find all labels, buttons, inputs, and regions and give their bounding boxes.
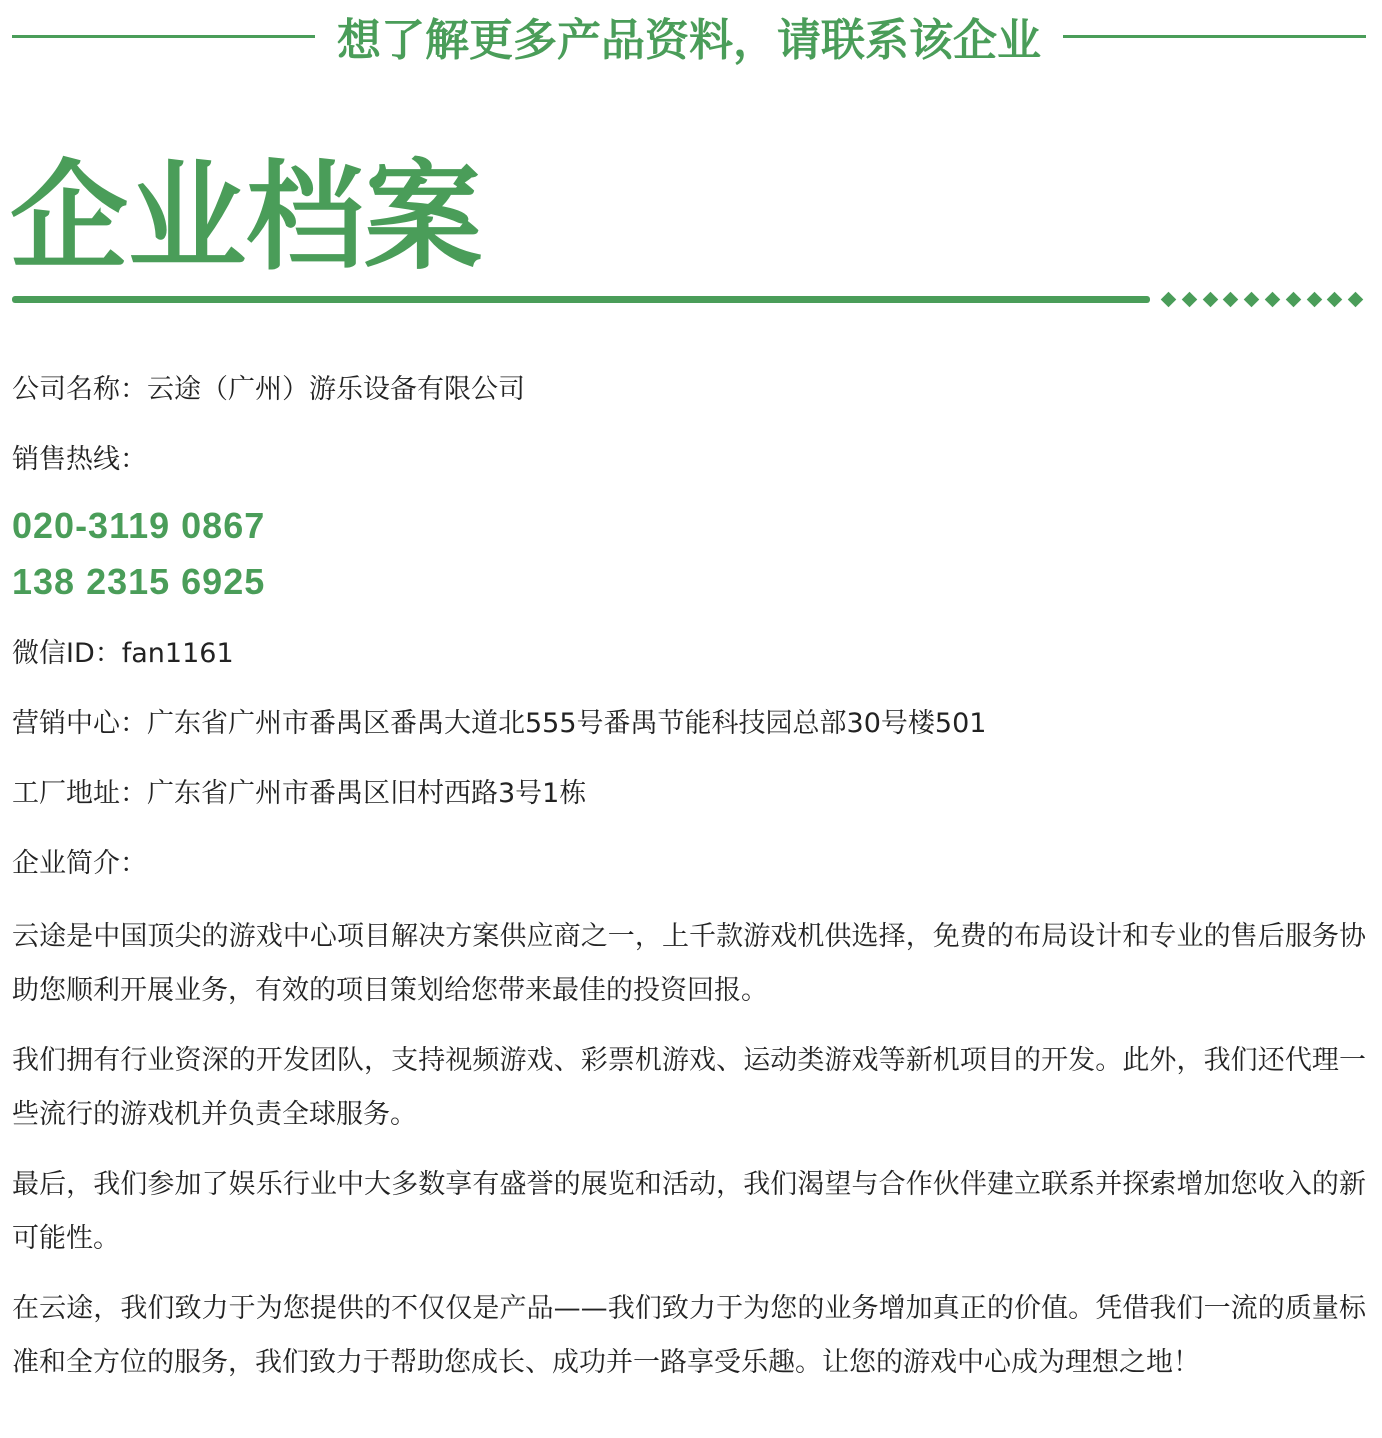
intro-paragraph: 我们拥有行业资深的开发团队，支持视频游戏、彩票机游戏、运动类游戏等新机项目的开发。此外，我们还代理一些流行的游戏机并负责全球服务。 <box>12 1045 1366 1130</box>
title-divider <box>12 288 1366 310</box>
company-name: 公司名称：云途（广州）游乐设备有限公司 <box>12 374 525 405</box>
intro-paragraph: 云途是中国顶尖的游戏中心项目解决方案供应商之一，上千款游戏机供选择，免费的布局设计和专业的售后服务协助您顺利开展业务，有效的项目策划给您带来最佳的投资回报。 <box>12 921 1366 1006</box>
divider-diamonds <box>1158 294 1366 305</box>
diamond-ornament <box>1202 291 1218 307</box>
diamond-ornament <box>1348 291 1364 307</box>
marketing-center-address: 营销中心：广东省广州市番禺区番禺大道北555号番禺节能科技园总部30号楼501 <box>12 708 987 739</box>
company-profile <box>12 366 1366 1406</box>
diamond-ornament <box>1182 291 1198 307</box>
intro-paragraph: 在云途，我们致力于为您提供的不仅仅是产品——我们致力于为您的业务增加真正的价值。凭借我们一流的质量标准和全方位的服务，我们致力于帮助您成长、成功并一路享受乐趣。让您的游戏中心成为理想之地！ <box>12 1293 1366 1378</box>
diamond-ornament <box>1285 291 1301 307</box>
diamond-ornament <box>1327 291 1343 307</box>
banner-right-rule <box>1063 35 1366 38</box>
contact-banner <box>12 6 1366 66</box>
intro-paragraph: 最后，我们参加了娱乐行业中大多数享有盛誉的展览和活动，我们渴望与合作伙伴建立联系并探索增加您收入的新可能性。 <box>12 1169 1366 1254</box>
banner-text: 想了解更多产品资料，请联系该企业 <box>337 15 1041 66</box>
diamond-ornament <box>1244 291 1260 307</box>
hotline-label: 销售热线： <box>12 444 147 475</box>
diamond-ornament <box>1223 291 1239 307</box>
phone-landline[interactable]: 020-3119 0867 <box>12 505 266 546</box>
intro-label: 企业简介： <box>12 848 147 879</box>
diamond-ornament <box>1161 291 1177 307</box>
wechat-id: 微信ID：fan1161 <box>12 638 234 669</box>
divider-bar <box>12 296 1150 303</box>
factory-address: 工厂地址：广东省广州市番禺区旧村西路3号1栋 <box>12 778 587 809</box>
diamond-ornament <box>1265 291 1281 307</box>
diamond-ornament <box>1306 291 1322 307</box>
banner-left-rule <box>12 35 315 38</box>
page-title: 企业档案 <box>10 148 483 286</box>
phone-list <box>12 498 1366 610</box>
phone-mobile[interactable]: 138 2315 6925 <box>12 561 266 602</box>
